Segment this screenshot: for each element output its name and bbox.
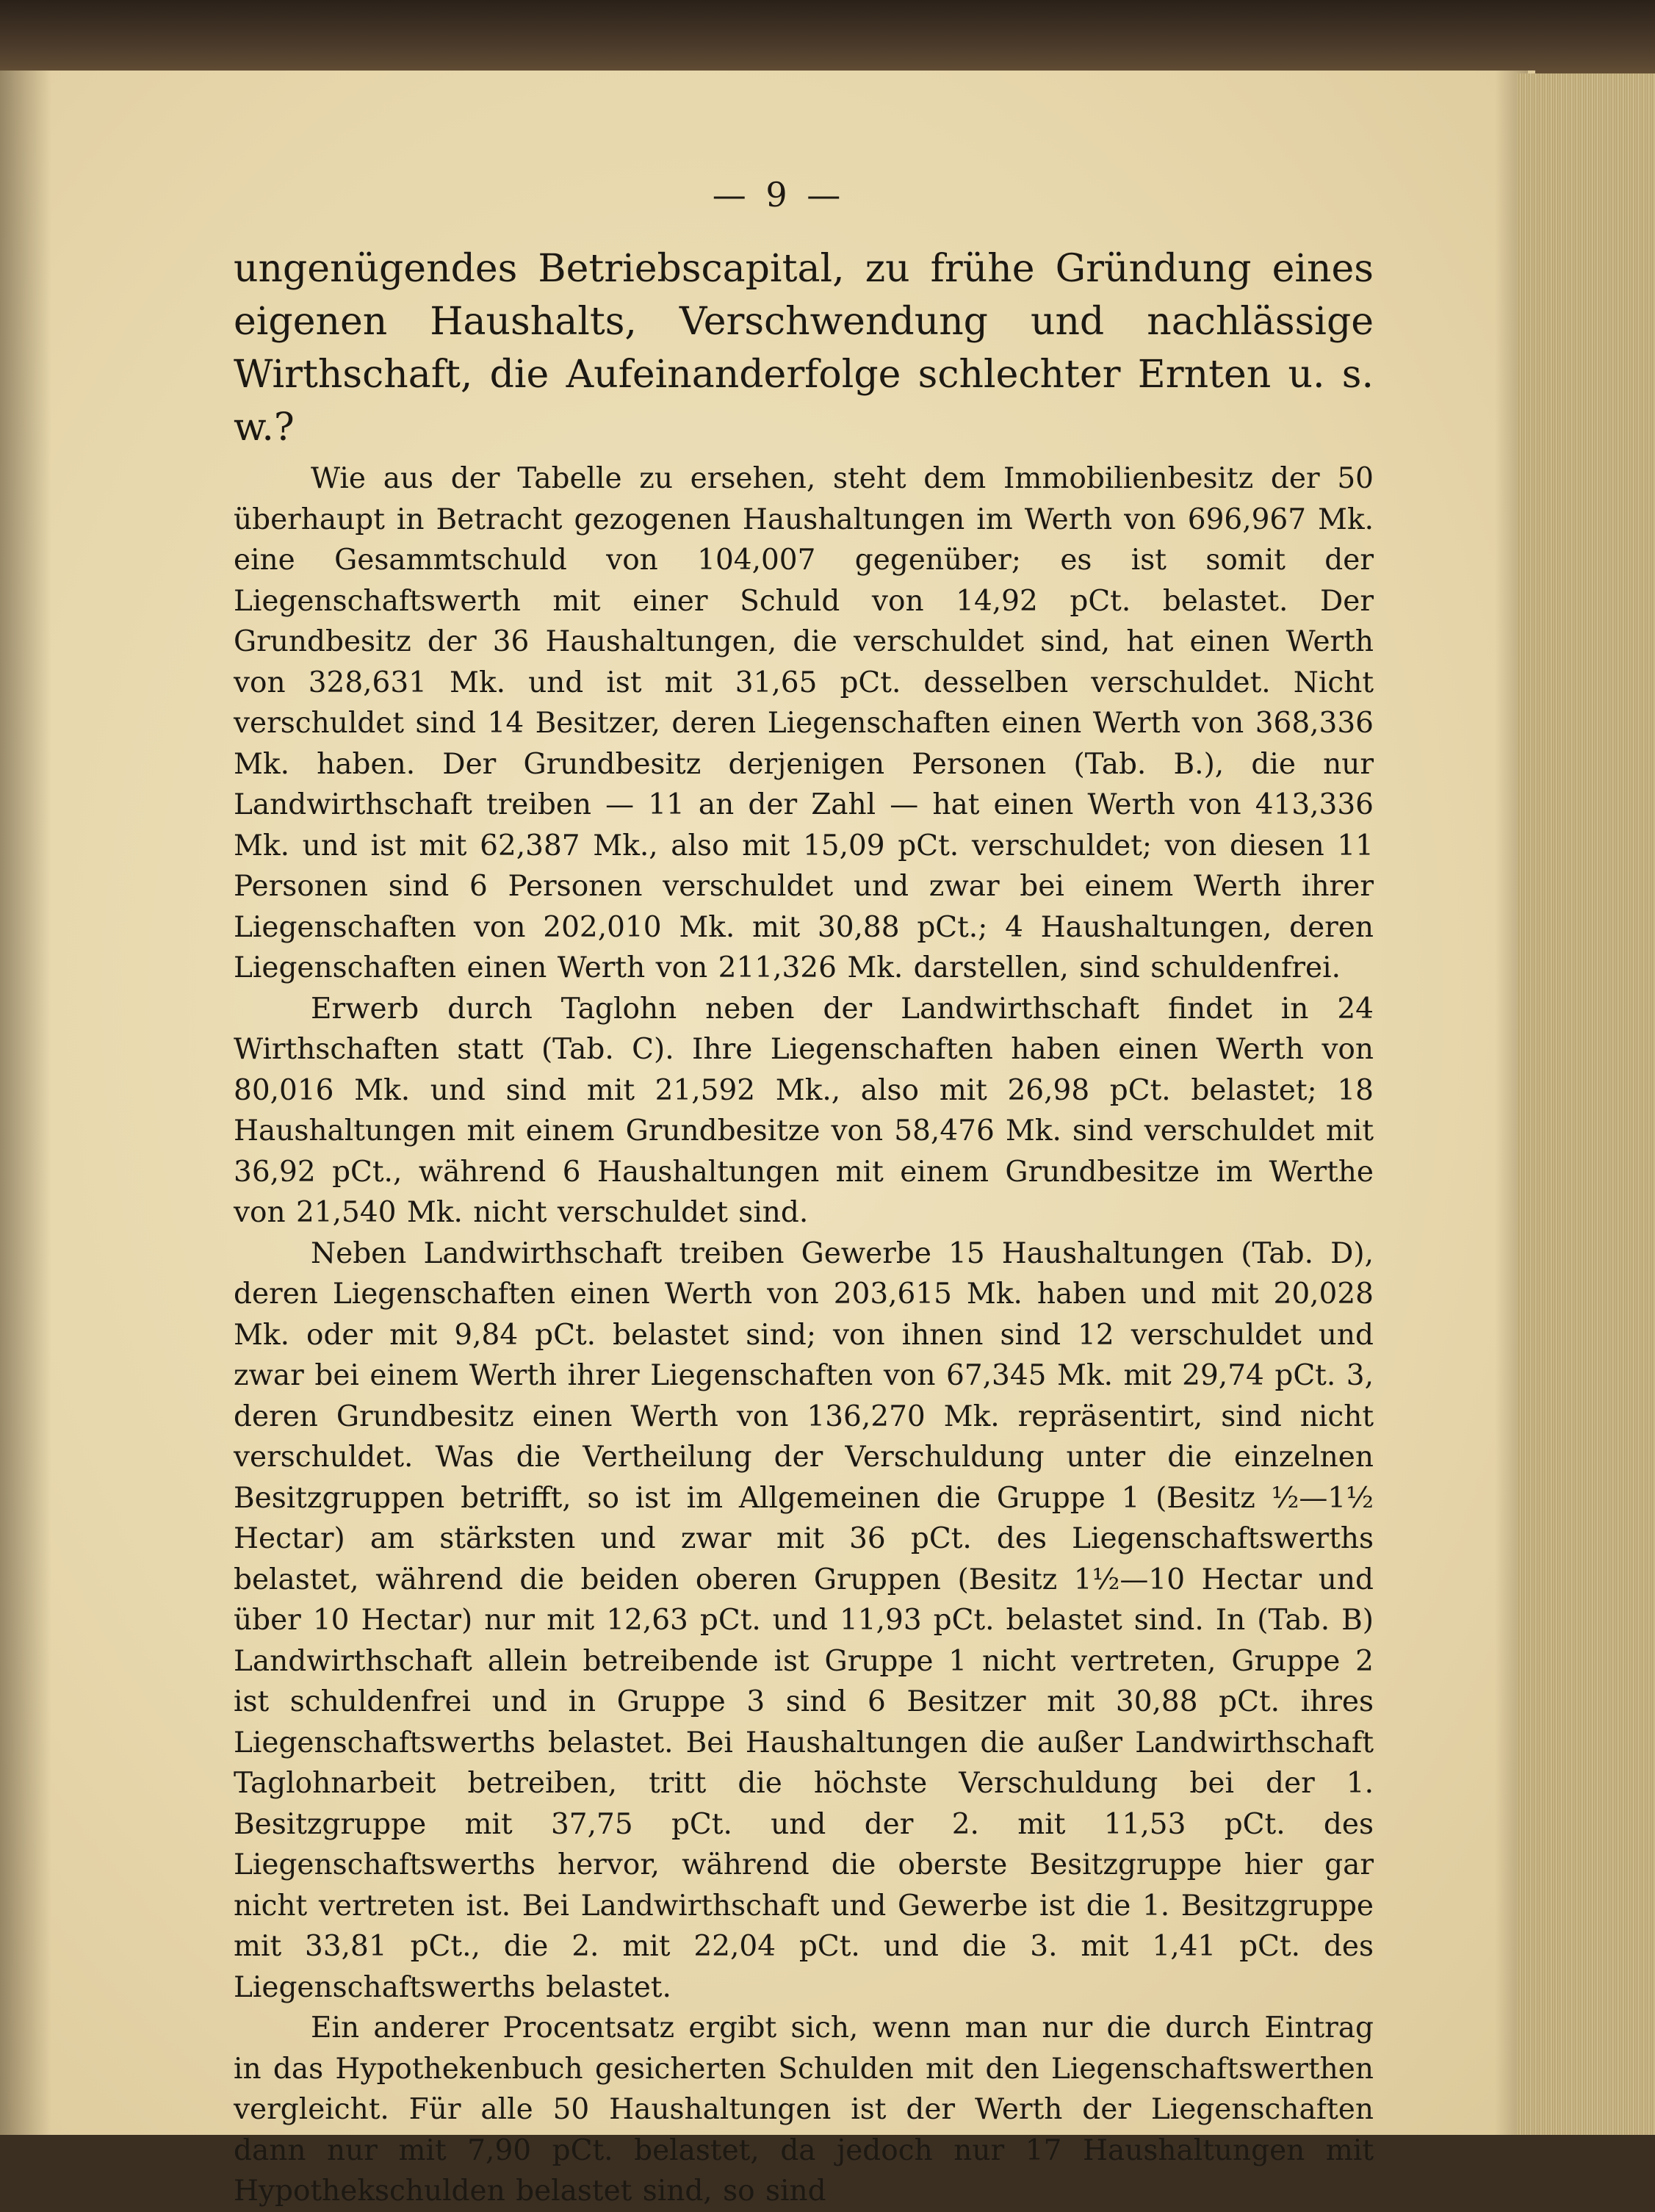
- paragraph: Neben Landwirthschaft treiben Gewerbe 15 Haushaltungen (Tab. D), deren Liegenschaften einen Werth von 203,615 Mk. haben und mit 20,028 Mk. oder mit 9,84 pCt. belastet sind; von ihnen sind 12 verschuldet und zwar bei einem Werth ihrer Liegenschaften von 67,345 Mk. mit 29,74 pCt. 3, deren Grundbesitz einen Werth von 136,270 Mk. repräsentirt, sind nicht verschuldet. Was die Vertheilung der Verschuldung unter die einzelnen Besitzgruppen betrifft, so ist im Allgemeinen die Gruppe 1 (Besitz ½—1½ Hectar) am stärksten und zwar mit 36 pCt. des Liegenschaftswerths belastet, während die beiden oberen Gruppen (Besitz 1½—10 Hectar und über 10 Hectar) nur mit 12,63 pCt. und 11,93 pCt. belastet sind. In (Tab. B) Landwirthschaft allein betreibende ist Gruppe 1 nicht vertreten, Gruppe 2 ist schuldenfrei und in Gruppe 3 sind 6 Besitzer mit 30,88 pCt. ihres Liegenschaftswerths belastet. Bei Haushaltungen die außer Landwirthschaft Taglohnarbeit betreiben, tritt die höchste Verschuldung bei der 1. Besitzgruppe mit 37,75 pCt. und der 2. mit 11,53 pCt. des Liegenschaftswerths hervor, während die oberste Besitzgruppe hier gar nicht vertreten ist. Bei Landwirthschaft und Gewerbe ist die 1. Besitzgruppe mit 33,81 pCt., die 2. mit 22,04 pCt. und die 3. mit 1,41 pCt. des Liegenschaftswerths belastet.: [234, 1236, 1374, 2004]
- page-edges: [1517, 73, 1655, 2135]
- paragraph-opening: ungenügendes Betriebscapital, zu frühe Gründung eines eigenen Haushalts, Verschwendung und nachlässige Wirthschaft, die Aufeinanderfolge schlechter Ernten u. s. w.?: [234, 247, 1374, 450]
- gutter-shadow: [0, 71, 51, 2135]
- paragraph: Erwerb durch Taglohn neben der Landwirthschaft findet in 24 Wirthschaften statt (Tab. C). Ihre Liegenschaften haben einen Werth von 80,016 Mk. und sind mit 21,592 Mk., also mit 26,98 pCt. belastet; 18 Haushaltungen mit einem Grundbesitze von 58,476 Mk. sind verschuldet mit 36,92 pCt., während 6 Haushaltungen mit einem Grundbesitze im Werthe von 21,540 Mk. nicht verschuldet sind.: [234, 992, 1374, 1229]
- paragraph: Ein anderer Procentsatz ergibt sich, wenn man nur die durch Eintrag in das Hypothekenbuch gesicherten Schulden mit den Liegenschaftswerthen vergleicht. Für alle 50 Haushaltungen ist der Werth der Liegenschaften dann nur mit 7,90 pCt. belastet, da jedoch nur 17 Haushaltungen mit Hypothekschulden belastet sind, so sind: [234, 2011, 1374, 2208]
- text-body: [234, 242, 1374, 2212]
- page-number: — 9 —: [712, 175, 845, 215]
- paragraph: Wie aus der Tabelle zu ersehen, steht dem Immobilienbesitz der 50 überhaupt in Betracht gezogenen Haushaltungen im Werth von 696,967 Mk. eine Gesammtschuld von 104,007 gegenüber; es ist somit der Liegenschaftswerth mit einer Schuld von 14,92 pCt. belastet. Der Grundbesitz der 36 Haushaltungen, die verschuldet sind, hat einen Werth von 328,631 Mk. und ist mit 31,65 pCt. desselben verschuldet. Nicht verschuldet sind 14 Besitzer, deren Liegenschaften einen Werth von 368,336 Mk. haben. Der Grundbesitz derjenigen Personen (Tab. B.), die nur Landwirthschaft treiben — 11 an der Zahl — hat einen Werth von 413,336 Mk. und ist mit 62,387 Mk., also mit 15,09 pCt. verschuldet; von diesen 11 Personen sind 6 Personen verschuldet und zwar bei einem Werth ihrer Liegenschaften von 202,010 Mk. mit 30,88 pCt.; 4 Haushaltungen, deren Liegenschaften einen Werth von 211,326 Mk. darstellen, sind schuldenfrei.: [234, 462, 1374, 984]
